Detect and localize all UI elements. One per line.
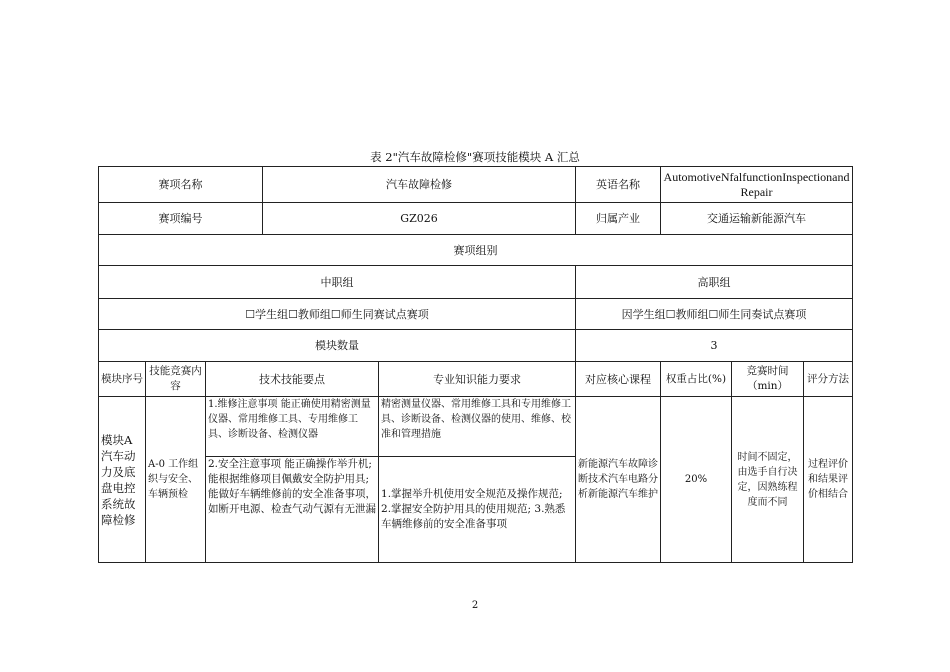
- weight-value: 20%: [661, 397, 732, 563]
- english-name-label: 英语名称: [576, 167, 661, 203]
- table-caption: 表 2"汽车故障检修"赛项技能模块 A 汇总: [370, 150, 580, 164]
- module-id: 模块A汽车动力及底盘电控系统故障检修: [99, 397, 146, 563]
- module-content: A-0 工作组织与安全、车辆预检: [146, 397, 206, 563]
- table-row: [99, 167, 853, 203]
- industry-value: 交通运输新能源汽车: [661, 203, 853, 235]
- industry-label: 归属产业: [576, 203, 661, 235]
- module-summary-table: [98, 166, 853, 563]
- module-count-value: 3: [576, 330, 853, 362]
- table-row: [99, 397, 853, 457]
- competition-time: 时间不固定，由选手自行决定，因熟练程度而不同: [732, 397, 804, 563]
- table-row: [99, 203, 853, 235]
- core-course: 新能源汽车故障诊断技术汽车电路分析新能源汽车维护: [576, 397, 661, 563]
- table-row: [99, 266, 853, 299]
- knowledge-1: 精密测量仪器、常用维修工具和专用维修工具、诊断设备、检测仪器的使用、维修、校准和管理措施: [379, 397, 576, 457]
- table-row: [99, 235, 853, 266]
- scoring-method: 过程评价和结果评价相结合: [804, 397, 853, 563]
- skill-points-2: 2.安全注意事项 能正确操作举升机; 能根据维修项目佩戴安全防护用具; 能做好车辆维修前的安全准备事项，如断开电源、检查气动气源有无泄漏: [206, 457, 379, 563]
- col-header-scoring: 评分方法: [804, 362, 853, 397]
- event-name-value: 汽车故障检修: [263, 167, 576, 203]
- col-header-time: 竞赛时间（min）: [732, 362, 804, 397]
- higher-group-options: 因学生组☐教师组☐师生同奏试点赛项: [576, 299, 853, 330]
- col-header-weight: 权重占比(%): [661, 362, 732, 397]
- knowledge-2: 1.掌握举升机使用安全规范及操作规范; 2.掌握安全防护用具的使用规范; 3.熟悉车辆维修前的安全准备事项: [379, 457, 576, 563]
- col-header-skill-points: 技术技能要点: [206, 362, 379, 397]
- table-row: [99, 330, 853, 362]
- column-header-row: [99, 362, 853, 397]
- table-row: [99, 299, 853, 330]
- event-code-value: GZ026: [263, 203, 576, 235]
- page-number: 2: [471, 600, 479, 611]
- skill-points-1: 1.维修注意事项 能正确使用精密测量仪器、常用维修工具、专用维修工具、诊断设备、检测仪器: [206, 397, 379, 457]
- event-name-label: 赛项名称: [99, 167, 263, 203]
- col-header-content: 技能竞赛内容: [146, 362, 206, 397]
- secondary-group-options: ☐学生组☐教师组☐师生同赛试点赛项: [99, 299, 576, 330]
- group-header: 赛项组别: [99, 235, 853, 266]
- higher-group-title: 高职组: [576, 266, 853, 299]
- module-count-label: 模块数量: [99, 330, 576, 362]
- col-header-module-id: 模块序号: [99, 362, 146, 397]
- event-code-label: 赛项编号: [99, 203, 263, 235]
- col-header-course: 对应核心课程: [576, 362, 661, 397]
- english-name-value: AutomotiveNfalfunctionInspectionandRepair: [661, 167, 853, 203]
- secondary-group-title: 中职组: [99, 266, 576, 299]
- col-header-knowledge: 专业知识能力要求: [379, 362, 576, 397]
